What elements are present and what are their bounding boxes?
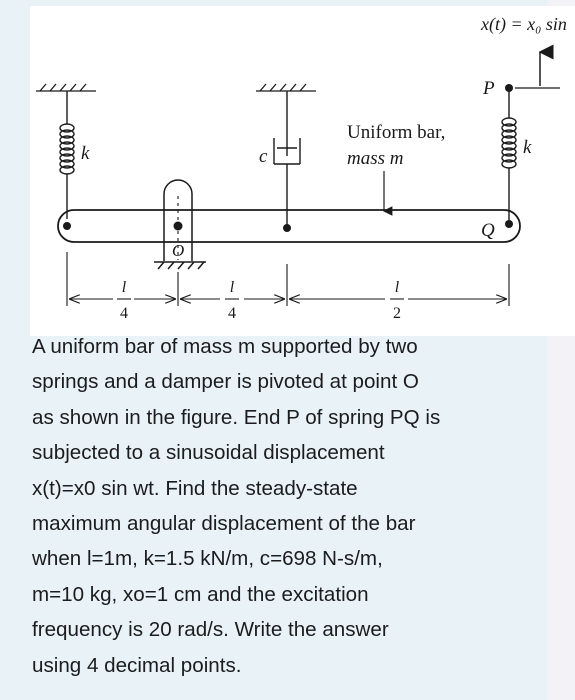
right-spring-label: k [523,137,532,158]
left-spring-label: k [81,143,90,164]
point-q-label: Q [481,220,495,241]
bar-left-end-dot [63,222,71,230]
point-p-label: P [483,78,495,99]
question-line: using 4 decimal points. [32,653,242,677]
question-line: subjected to a sinusoidal displacement [32,441,385,465]
question-line: x(t)=x0 sin wt. Find the steady-state [32,476,358,500]
question-line: frequency is 20 rad/s. Write the answer [32,618,389,642]
question-line: A uniform bar of mass m supported by two [32,335,418,358]
dim2-numerator: l [229,279,235,296]
bar-spring-damper-figure [30,6,575,336]
damper [274,91,300,228]
right-spring [502,88,516,220]
dim3-numerator: l [394,279,400,296]
dim3-denominator: 2 [393,305,401,322]
question-line: when l=1m, k=1.5 kN/m, c=698 N-s/m, [32,547,383,571]
figure-svg [30,6,575,336]
left-spring [60,91,74,219]
pivot-dot [174,222,183,231]
question-line: as shown in the figure. End P of spring PQ is [32,405,441,429]
question-line: m=10 kg, xo=1 cm and the excitation [32,582,369,606]
bar-label-line2: mass m [347,148,404,169]
damper-label: c [259,146,268,167]
question-text [32,329,537,683]
middle-ceiling-hatch [256,84,316,91]
excitation-label: x(t) = x₀ sin [481,14,567,34]
question-line: springs and a damper is pivoted at point O [32,370,419,394]
dim2-denominator: 4 [228,305,236,322]
point-p-dot [505,84,513,92]
bar-label-line1: Uniform bar, [347,122,446,143]
left-ceiling-hatch [36,84,96,91]
pivot-label: O [172,241,185,260]
dim1-numerator: l [121,279,127,296]
damper-attach-dot [283,224,291,232]
dimension-lines [67,252,509,306]
dim1-denominator: 4 [120,305,128,322]
point-q-dot [505,220,513,228]
question-line: maximum angular displacement of the bar [32,512,416,536]
